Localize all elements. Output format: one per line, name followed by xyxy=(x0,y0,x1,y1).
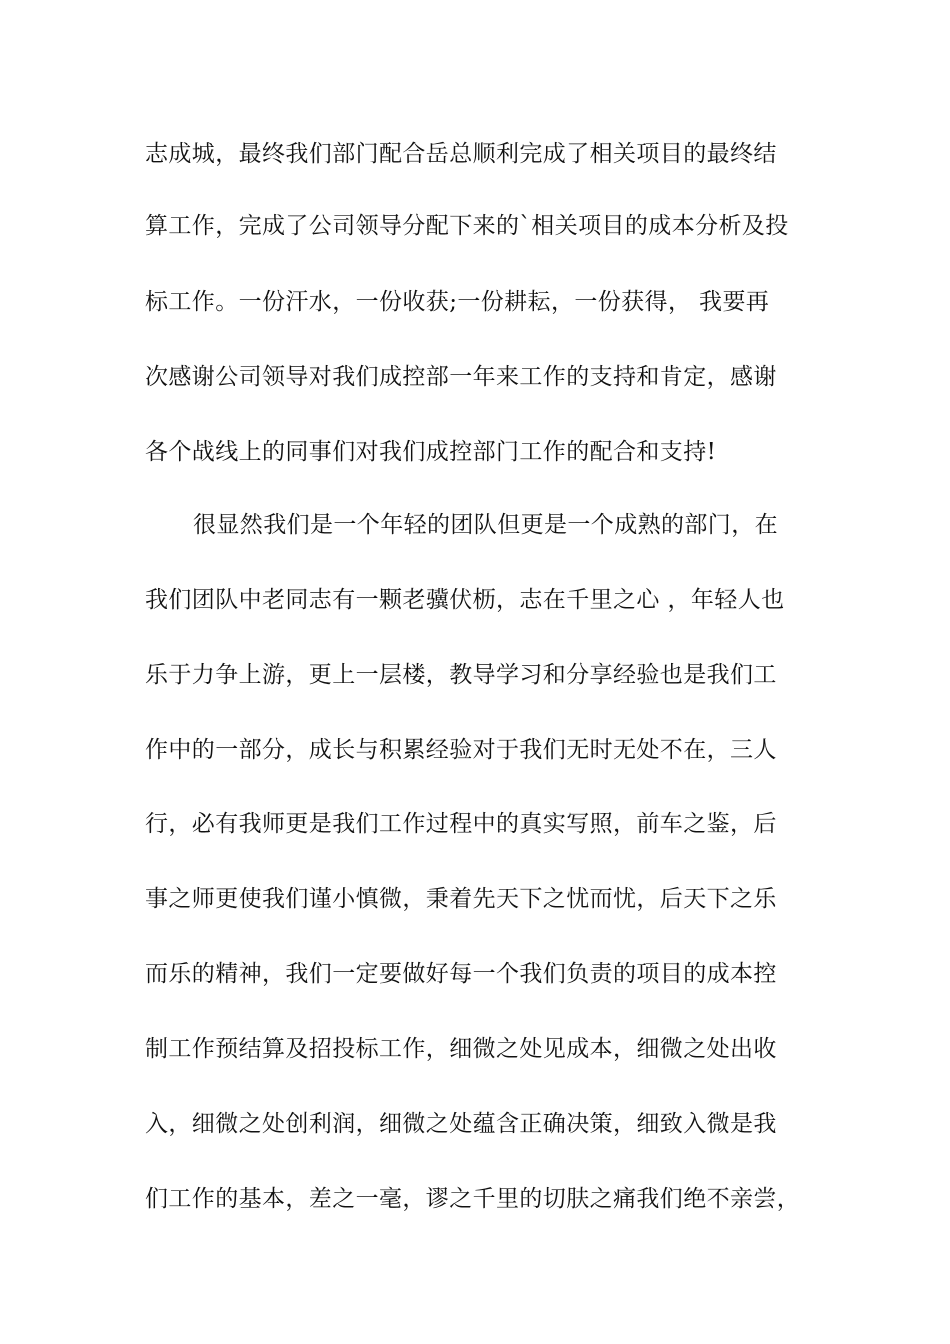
text-line: 各个战线上的同事们对我们成控部门工作的配合和支持! xyxy=(145,439,717,465)
text-line: 次感谢公司领导对我们成控部一年来工作的支持和肯定，感谢 xyxy=(145,364,777,390)
text-line: 制工作预结算及招投标工作，细微之处见成本，细微之处出收 xyxy=(145,1036,777,1062)
text-line: 事之师更使我们谨小慎微，秉着先天下之忧而忧，后天下之乐 xyxy=(145,886,777,912)
text-line: 而乐的精神，我们一定要做好每一个我们负责的项目的成本控 xyxy=(145,961,777,987)
text-line: 们工作的基本，差之一毫，谬之千里的切肤之痛我们绝不亲尝， xyxy=(145,1186,801,1212)
text-line: 乐于力争上游，更上一层楼，教导学习和分享经验也是我们工 xyxy=(145,662,777,688)
paragraph-first-line: 很显然我们是一个年轻的团队但更是一个成熟的部门，在 xyxy=(193,512,778,538)
text-line: 入，细微之处创利润，细微之处蕴含正确决策，细致入微是我 xyxy=(145,1111,777,1137)
text-line: 志成城，最终我们部门配合岳总顺利完成了相关项目的最终结 xyxy=(145,141,777,167)
text-line: 我们团队中老同志有一颗老骥伏枥，志在千里之心 ，年轻人也 xyxy=(145,587,785,613)
text-line: 算工作，完成了公司领导分配下来的`相关项目的成本分析及投 xyxy=(145,213,789,239)
text-line: 作中的一部分，成长与积累经验对于我们无时无处不在，三人 xyxy=(145,737,777,763)
text-line: 行，必有我师更是我们工作过程中的真实写照，前车之鉴，后 xyxy=(145,811,777,837)
text-line: 标工作。一份汗水，一份收获;一份耕耘，一份获得， 我要再 xyxy=(145,289,770,315)
